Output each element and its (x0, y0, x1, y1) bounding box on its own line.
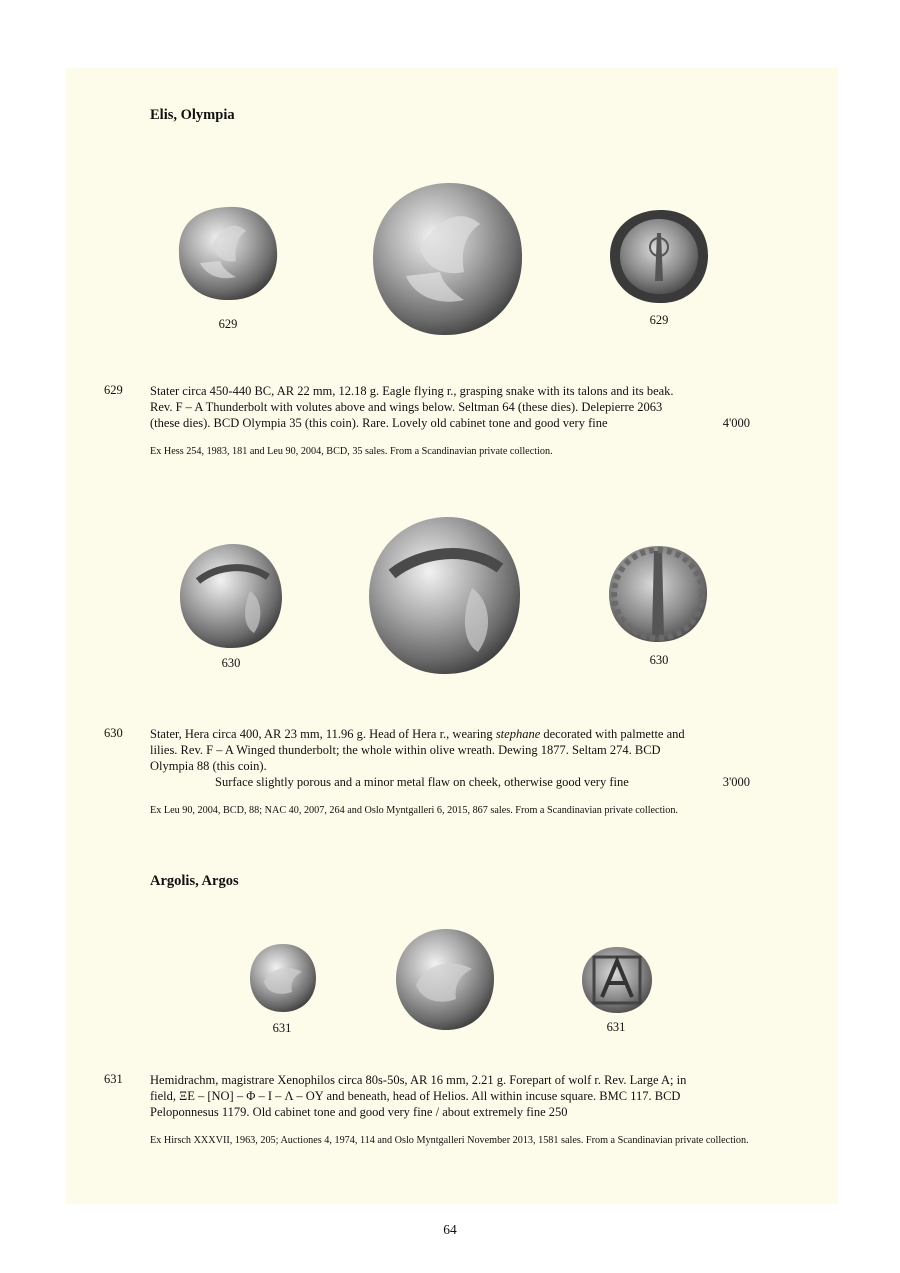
section-heading-elis: Elis, Olympia (150, 107, 235, 123)
lot-number-630: 630 (104, 726, 123, 740)
coin-label-630-left: 630 (221, 656, 241, 670)
lot-630-line-3: Olympia 88 (this coin). (150, 759, 267, 773)
coin-label-630-right: 630 (649, 653, 669, 667)
lot-630-line-2: lilies. Rev. F – A Winged thunderbolt; the whole within olive wreath. Dewing 1877. Seltam 274. BCD (150, 743, 661, 757)
page-number: 64 (443, 1222, 457, 1237)
lot-631-provenance: Ex Hirsch XXXVII, 1963, 205; Auctiones 4, 1974, 114 and Oslo Myntgalleri November 2013, 1581 sales. From a Scandinavian private collection. (150, 1135, 749, 1146)
lot-number-629: 629 (104, 383, 123, 397)
coin-629-obverse-image (176, 203, 280, 303)
lot-629-line-2: Rev. F – A Thunderbolt with volutes above and wings below. Seltman 64 (these dies). Delepierre 2063 (150, 400, 663, 414)
lot-631-line-2: field, ΞE – [NO] – Φ – I – Λ – OY and beneath, head of Helios. All within incuse square. BMC 117. BCD (150, 1089, 681, 1103)
lot-630-line-1a: Stater, Hera circa 400, AR 23 mm, 11.96 g. Head of Hera r., wearing (150, 727, 496, 741)
lot-629-provenance: Ex Hess 254, 1983, 181 and Leu 90, 2004, BCD, 35 sales. From a Scandinavian private collection. (150, 446, 553, 457)
coin-label-631-right: 631 (606, 1020, 626, 1034)
lot-630-line-4: Surface slightly porous and a minor metal flaw on cheek, otherwise good very fine (215, 775, 629, 789)
lot-630-line-1b: decorated with palmette and (540, 727, 685, 741)
coin-630-reverse-image (606, 543, 710, 645)
coin-629-reverse-image (607, 207, 711, 306)
coin-630-obverse-image (178, 541, 284, 651)
lot-631-line-3-condition: Old cabinet tone and good very fine / about extremely fine (252, 1105, 546, 1119)
coin-630-obverse-enlarged-image (366, 514, 523, 677)
lot-630-provenance: Ex Leu 90, 2004, BCD, 88; NAC 40, 2007, 264 and Oslo Myntgalleri 6, 2015, 867 sales. From a Scandinavian private collection. (150, 805, 678, 816)
coin-631-obverse-image (248, 942, 318, 1014)
lot-description-630 (150, 726, 750, 790)
coin-631-obverse-enlarged-image (394, 927, 496, 1032)
lot-629-line-1: Stater circa 450-440 BC, AR 22 mm, 12.18 g. Eagle flying r., grasping snake with its talons and its beak. (150, 384, 674, 398)
lot-631-price: 250 (548, 1105, 568, 1119)
lot-630-line-1-italic: stephane (495, 727, 541, 741)
coin-label-631-left: 631 (272, 1021, 292, 1035)
lot-631-line-1: Hemidrachm, magistrare Xenophilos circa 80s-50s, AR 16 mm, 2.21 g. Forepart of wolf r. Rev. Large A; in (150, 1073, 687, 1087)
lot-630-price: 3'000 (722, 775, 750, 789)
section-heading-argolis: Argolis, Argos (150, 873, 239, 889)
coin-629-obverse-enlarged-image (370, 180, 525, 338)
lot-629-line-3: (these dies). BCD Olympia 35 (this coin). Rare. Lovely old cabinet tone and good very fine (150, 416, 608, 430)
lot-631-line-3-left: Peloponnesus 1179. (150, 1105, 250, 1119)
coin-631-reverse-image (580, 945, 654, 1015)
coin-label-629-right: 629 (649, 313, 669, 327)
lot-description-629 (150, 383, 750, 431)
lot-629-price: 4'000 (722, 416, 750, 430)
lot-description-631 (150, 1072, 750, 1120)
coin-label-629-left: 629 (218, 317, 238, 331)
lot-number-631: 631 (104, 1072, 123, 1086)
